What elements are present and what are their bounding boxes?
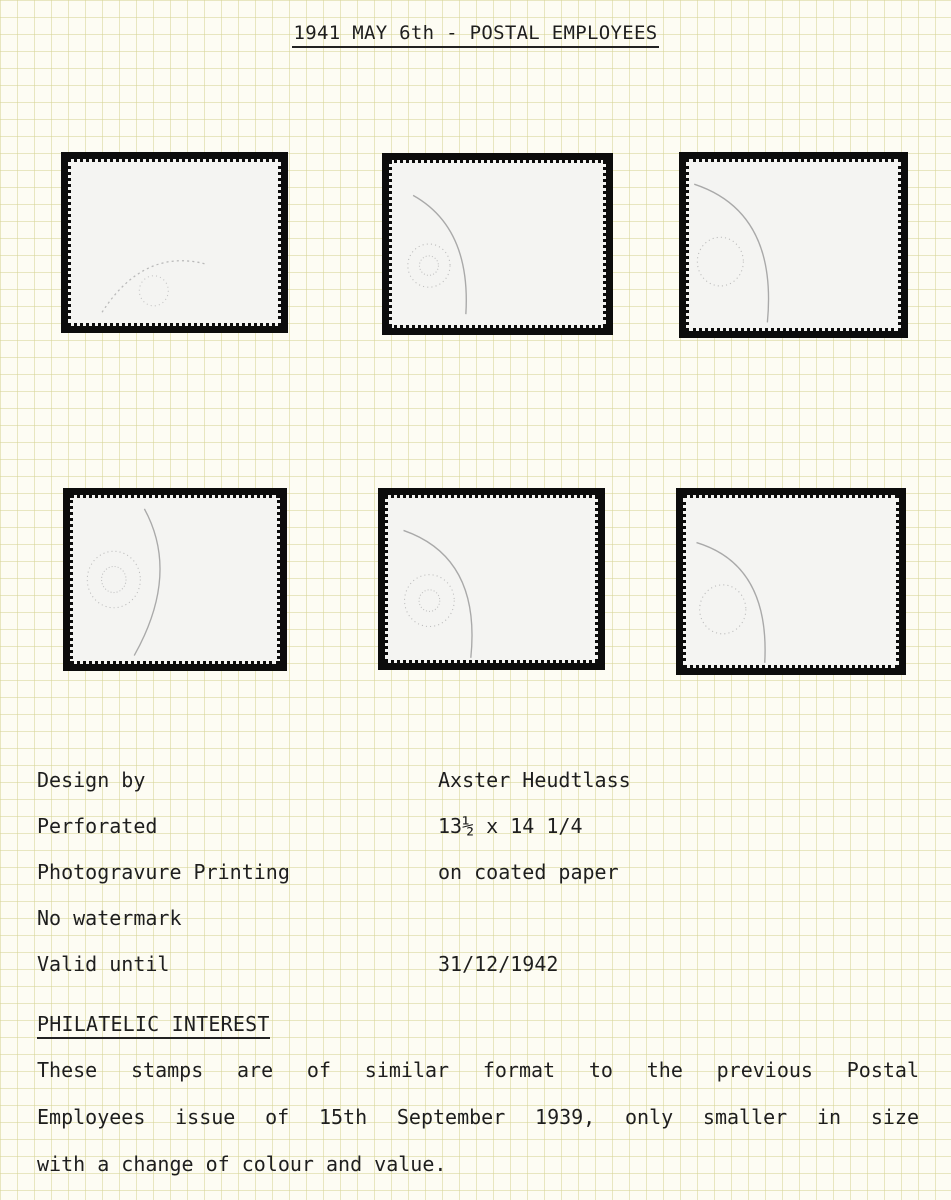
postmark-icon [689,162,898,328]
stamp-back [70,495,280,664]
stamp-4 [63,488,287,671]
paragraph-line: These stamps are of similar format to the previous Postal [37,1058,919,1082]
detail-row-printing [37,855,927,901]
postmark-icon [686,498,896,665]
detail-row-design [37,763,927,809]
detail-value: 31/12/1942 [438,952,559,976]
stamp-details [37,763,927,993]
detail-row-watermark [37,901,927,947]
stamp-6 [676,488,906,675]
stamp-2 [382,153,613,335]
detail-row-perforation [37,809,927,855]
paragraph-line: Employees issue of 15th September 1939, only smaller in size [37,1105,919,1129]
philatelic-interest-text [37,1052,919,1193]
stamp-back [68,159,281,326]
detail-value: on coated paper [438,860,619,884]
postmark-icon [388,498,595,660]
detail-label: No watermark [37,906,182,930]
stamp-3 [679,152,908,338]
stamp-back [683,495,899,668]
detail-label: Perforated [37,814,158,838]
page-title [0,22,951,44]
stamp-back [389,160,606,328]
postmark-icon [392,163,603,325]
detail-value: Axster Heudtlass [438,768,631,792]
postmark-icon [71,162,278,323]
paragraph-line: with a change of colour and value. [37,1152,447,1176]
stamp-back [686,159,901,331]
stamp-back [385,495,598,663]
postmark-icon [73,498,277,661]
detail-row-validity [37,947,927,993]
detail-value: 13½ x 14 1/4 [438,814,583,838]
stamp-5 [378,488,605,670]
philatelic-interest-heading: PHILATELIC INTEREST [37,1012,270,1039]
stamp-1 [61,152,288,333]
detail-label: Photogravure Printing [37,860,290,884]
page-title-text: 1941 MAY 6th - POSTAL EMPLOYEES [292,22,660,48]
detail-label: Valid until [37,952,170,976]
detail-label: Design by [37,768,146,792]
